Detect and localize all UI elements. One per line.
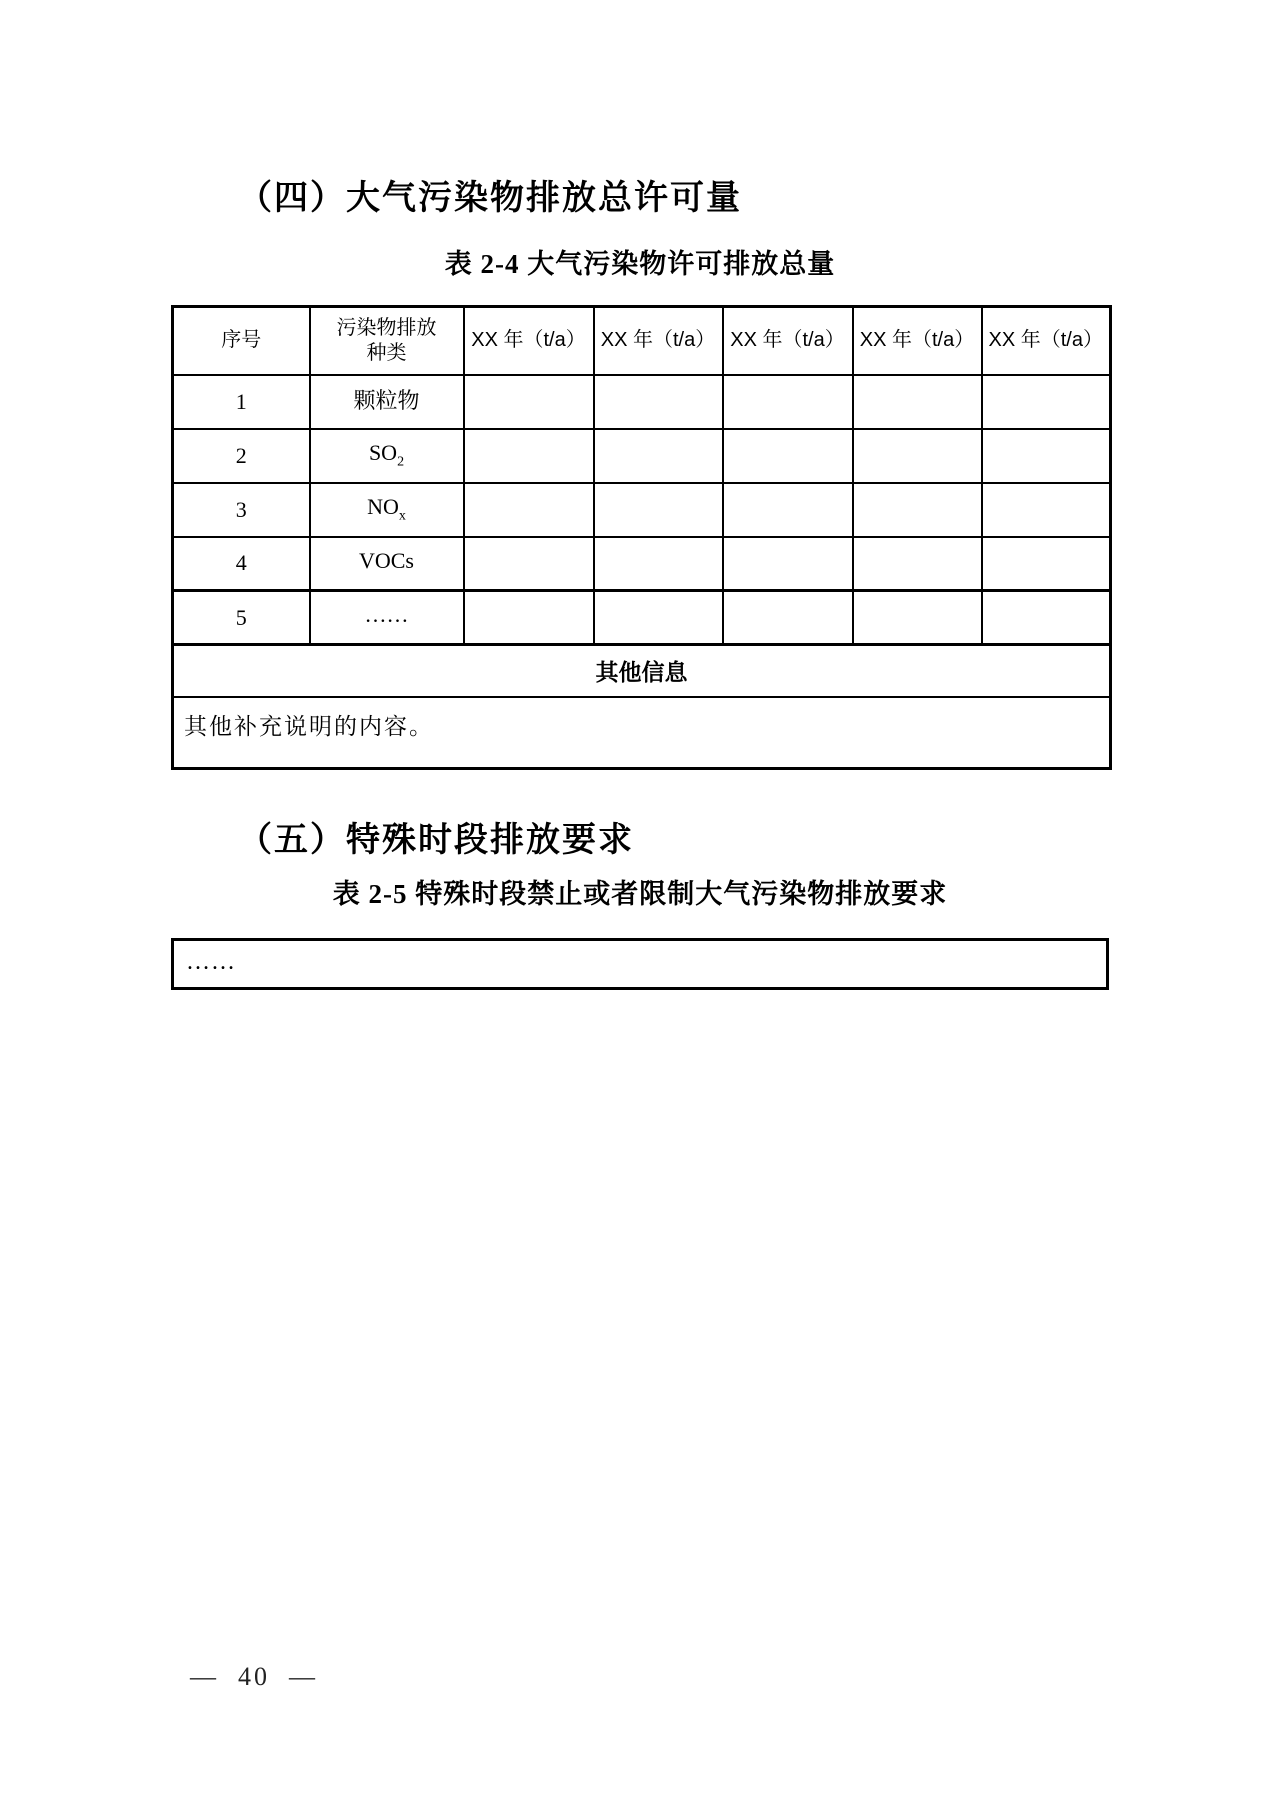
value-cell	[982, 429, 1111, 483]
species-subscript: 2	[397, 454, 405, 470]
row-species	[310, 429, 464, 483]
value-cell	[853, 591, 982, 645]
value-cell	[464, 429, 594, 483]
row-index: 5	[173, 591, 310, 645]
value-cell	[723, 591, 853, 645]
section-5-heading: （五）特殊时段排放要求	[238, 822, 634, 859]
species-subscript: x	[398, 508, 406, 524]
value-cell	[853, 483, 982, 537]
value-cell	[982, 591, 1111, 645]
row-index: 1	[173, 375, 310, 429]
table-row	[173, 591, 1111, 645]
species-text: NO	[367, 494, 399, 520]
value-cell	[982, 483, 1111, 537]
value-cell	[594, 429, 723, 483]
value-cell	[723, 537, 853, 591]
value-cell	[723, 483, 853, 537]
note-row	[173, 697, 1111, 769]
value-cell	[853, 375, 982, 429]
row-index: 2	[173, 429, 310, 483]
row-index: 3	[173, 483, 310, 537]
value-cell	[594, 591, 723, 645]
header-cell-year-5: XX 年（t/a）	[982, 307, 1111, 375]
table-row	[173, 375, 1111, 429]
table-row	[173, 429, 1111, 483]
table-2-4-caption: 表 2-4 大气污染物许可排放总量	[444, 249, 836, 279]
value-cell	[594, 375, 723, 429]
species-text: SO	[368, 440, 398, 466]
page-number: — 40 —	[190, 1662, 318, 1691]
row-species	[310, 591, 464, 645]
section-4-heading: （四）大气污染物排放总许可量	[238, 180, 742, 217]
value-cell	[723, 375, 853, 429]
value-cell	[853, 429, 982, 483]
value-cell	[464, 591, 594, 645]
header-cell-year-4: XX 年（t/a）	[853, 307, 982, 375]
value-cell	[982, 537, 1111, 591]
header-cell-species	[310, 307, 464, 375]
header-cell-year-1: XX 年（t/a）	[464, 307, 594, 375]
other-info-row	[173, 645, 1111, 697]
species-text: ……	[364, 602, 409, 628]
value-cell	[982, 375, 1111, 429]
table-row	[173, 537, 1111, 591]
value-cell	[594, 537, 723, 591]
table-2-5-caption: 表 2-5 特殊时段禁止或者限制大气污染物排放要求	[332, 879, 948, 909]
value-cell	[464, 483, 594, 537]
species-text: 颗粒物	[353, 388, 420, 414]
row-species	[310, 537, 464, 591]
table-row	[173, 483, 1111, 537]
placeholder-ellipsis: ……	[186, 949, 236, 975]
value-cell	[464, 375, 594, 429]
value-cell	[464, 537, 594, 591]
header-cell-index: 序号	[173, 307, 310, 375]
header-species-line2: 种类	[366, 341, 407, 364]
value-cell	[594, 483, 723, 537]
row-index: 4	[173, 537, 310, 591]
other-info-note: 其他补充说明的内容。	[173, 697, 1111, 769]
row-species	[310, 483, 464, 537]
table-header-row	[173, 307, 1111, 375]
row-species	[310, 375, 464, 429]
value-cell	[853, 537, 982, 591]
header-cell-year-2: XX 年（t/a）	[594, 307, 723, 375]
header-species-line1: 污染物排放	[336, 316, 437, 339]
header-cell-year-3: XX 年（t/a）	[723, 307, 853, 375]
species-text: VOCs	[358, 548, 414, 574]
value-cell	[723, 429, 853, 483]
table-2-4	[171, 305, 1112, 770]
table-2-5-placeholder-box	[171, 938, 1109, 990]
other-info-label: 其他信息	[173, 645, 1111, 697]
